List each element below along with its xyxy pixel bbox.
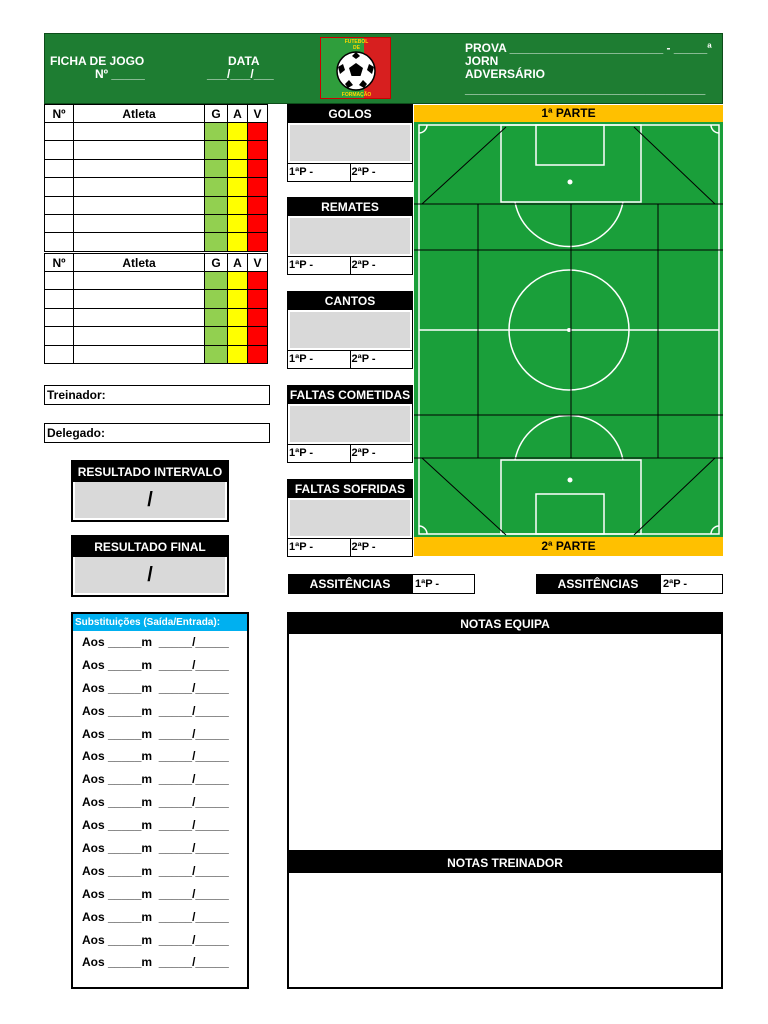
substituicao-line[interactable]: Aos _____m _____/_____: [82, 635, 229, 649]
treinador-field[interactable]: Treinador:: [44, 385, 270, 405]
stat-remates-1p[interactable]: 1ªP -: [288, 257, 351, 274]
roster-row: [45, 233, 268, 251]
roster-atleta-cell[interactable]: [74, 290, 205, 308]
sheet-number: Nº _____: [95, 67, 145, 81]
notas-treinador-area[interactable]: [289, 873, 721, 987]
roster-atleta-cell[interactable]: [74, 233, 205, 251]
roster-table-bottom: [44, 253, 268, 364]
roster-vermelho-cell[interactable]: [248, 141, 268, 159]
roster-atleta-cell[interactable]: [74, 308, 205, 326]
roster-row: [45, 123, 268, 141]
roster-vermelho-cell[interactable]: [248, 178, 268, 196]
substituicao-line[interactable]: Aos _____m _____/_____: [82, 863, 229, 878]
roster-atleta-cell[interactable]: [74, 178, 205, 196]
delegado-field[interactable]: Delegado:: [44, 423, 270, 443]
roster-golos-cell[interactable]: [205, 233, 228, 251]
stat-cantos: [287, 291, 413, 369]
substituicoes-box: [71, 612, 249, 989]
roster-assist-cell[interactable]: [228, 214, 248, 232]
stat-remates: [287, 197, 413, 275]
roster-golos-cell[interactable]: [205, 345, 228, 363]
notas-equipa: [287, 612, 723, 852]
stat-remates-input[interactable]: [290, 218, 410, 254]
notas-treinador: [287, 851, 723, 989]
roster-vermelho-cell[interactable]: [248, 272, 268, 290]
roster-num-cell[interactable]: [45, 327, 74, 345]
roster-header-atleta: Atleta: [74, 254, 205, 272]
roster-golos-cell[interactable]: [205, 327, 228, 345]
roster-assist-cell[interactable]: [228, 308, 248, 326]
stat-remates-2p[interactable]: 2ªP -: [351, 259, 376, 271]
roster-vermelho-cell[interactable]: [248, 290, 268, 308]
assistencias-1-label: ASSITÊNCIAS: [288, 574, 412, 594]
roster-atleta-cell[interactable]: [74, 272, 205, 290]
roster-assist-cell[interactable]: [228, 159, 248, 177]
roster-row: [45, 272, 268, 290]
assistencias-1-value[interactable]: 1ªP -: [412, 574, 475, 594]
roster-atleta-cell[interactable]: [74, 141, 205, 159]
substituicao-line[interactable]: Aos _____m _____/_____: [82, 909, 229, 924]
roster-row: [45, 290, 268, 308]
roster-golos-cell[interactable]: [205, 214, 228, 232]
roster-vermelho-cell[interactable]: [248, 233, 268, 251]
roster-assist-cell[interactable]: [228, 141, 248, 159]
roster-assist-cell[interactable]: [228, 290, 248, 308]
roster-assist-cell[interactable]: [228, 196, 248, 214]
roster-header-v: V: [248, 254, 268, 272]
stat-golos-1p[interactable]: 1ªP -: [288, 164, 351, 181]
stat-faltas-cometidas-input[interactable]: [290, 406, 410, 442]
roster-num-cell[interactable]: [45, 123, 74, 141]
roster-assist-cell[interactable]: [228, 272, 248, 290]
roster-vermelho-cell[interactable]: [248, 327, 268, 345]
stat-faltas-sofridas-2p[interactable]: 2ªP -: [351, 541, 376, 553]
stat-golos-2p[interactable]: 2ªP -: [351, 166, 376, 178]
roster-vermelho-cell[interactable]: [248, 214, 268, 232]
roster-num-cell[interactable]: [45, 272, 74, 290]
jorn-label: JORN: [465, 54, 499, 68]
roster-num-cell[interactable]: [45, 345, 74, 363]
roster-golos-cell[interactable]: [205, 196, 228, 214]
roster-row: [45, 159, 268, 177]
stat-golos-title: GOLOS: [288, 105, 412, 123]
roster-assist-cell[interactable]: [228, 233, 248, 251]
roster-header-num: Nº: [45, 105, 74, 123]
substituicao-line[interactable]: Aos _____m _____/_____: [82, 955, 229, 970]
soccer-ball-icon: [335, 50, 377, 92]
roster-atleta-cell[interactable]: [74, 159, 205, 177]
substituicao-line[interactable]: Aos _____m _____/_____: [82, 657, 229, 672]
stat-faltas-sofridas-input[interactable]: [290, 500, 410, 536]
roster-golos-cell[interactable]: [205, 141, 228, 159]
stat-faltas-cometidas-2p[interactable]: 2ªP -: [351, 447, 376, 459]
resultado-intervalo-title: RESULTADO INTERVALO: [73, 462, 227, 482]
roster-golos-cell[interactable]: [205, 308, 228, 326]
roster-assist-cell[interactable]: [228, 178, 248, 196]
roster-vermelho-cell[interactable]: [248, 159, 268, 177]
roster-num-cell[interactable]: [45, 308, 74, 326]
stat-faltas-sofridas: [287, 479, 413, 557]
roster-row: [45, 345, 268, 363]
roster-header-a: A: [228, 105, 248, 123]
roster-row: [45, 308, 268, 326]
roster-header-atleta: Atleta: [74, 105, 205, 123]
resultado-final: [71, 535, 229, 597]
stat-remates-title: REMATES: [288, 198, 412, 216]
stat-faltas-sofridas-1p[interactable]: 1ªP -: [288, 539, 351, 556]
logo: FUTEBOL DE FORMAÇÃO: [320, 37, 391, 99]
stat-cantos-input[interactable]: [290, 312, 410, 348]
roster-golos-cell[interactable]: [205, 123, 228, 141]
roster-row: [45, 141, 268, 159]
notas-equipa-title: NOTAS EQUIPA: [289, 614, 721, 634]
substituicoes-title: Substituições (Saída/Entrada):: [73, 614, 247, 631]
substituicao-line[interactable]: Aos _____m _____/_____: [82, 795, 229, 810]
roster-golos-cell[interactable]: [205, 272, 228, 290]
assistencias-2-label: ASSITÊNCIAS: [536, 574, 660, 594]
roster-row: [45, 196, 268, 214]
date-label: DATA: [228, 54, 260, 68]
substituicao-line[interactable]: Aos _____m _____/_____: [82, 703, 229, 718]
date-field[interactable]: ___/___/___: [207, 67, 274, 81]
resultado-intervalo: [71, 460, 229, 522]
stat-golos-input[interactable]: [290, 125, 410, 161]
substituicao-line[interactable]: Aos _____m _____/_____: [82, 749, 229, 764]
substituicao-line[interactable]: Aos _____m _____/_____: [82, 932, 229, 947]
roster-assist-cell[interactable]: [228, 345, 248, 363]
roster-row: [45, 327, 268, 345]
roster-assist-cell[interactable]: [228, 123, 248, 141]
roster-golos-cell[interactable]: [205, 178, 228, 196]
roster-assist-cell[interactable]: [228, 327, 248, 345]
roster-num-cell[interactable]: [45, 178, 74, 196]
assistencias-2-value[interactable]: 2ªP -: [660, 574, 723, 594]
stat-faltas-cometidas-title: FALTAS COMETIDAS: [289, 388, 411, 402]
roster-golos-cell[interactable]: [205, 159, 228, 177]
substituicao-line[interactable]: Aos _____m _____/_____: [82, 841, 229, 856]
sheet-title: FICHA DE JOGO: [50, 54, 145, 68]
adversario-field[interactable]: ____________________________________: [465, 82, 706, 96]
stat-cantos-2p[interactable]: 2ªP -: [351, 353, 376, 365]
segunda-parte-label: 2ª PARTE: [414, 537, 723, 556]
roster-num-cell[interactable]: [45, 214, 74, 232]
football-pitch-diagram[interactable]: [414, 122, 723, 537]
roster-atleta-cell[interactable]: [74, 123, 205, 141]
substituicao-line[interactable]: Aos _____m _____/_____: [82, 886, 229, 901]
resultado-intervalo-value[interactable]: /: [75, 482, 225, 518]
stat-golos: [287, 104, 413, 182]
roster-atleta-cell[interactable]: [74, 327, 205, 345]
roster-num-cell[interactable]: [45, 290, 74, 308]
roster-row: [45, 214, 268, 232]
stat-cantos-title: CANTOS: [288, 292, 412, 310]
roster-num-cell[interactable]: [45, 159, 74, 177]
stat-faltas-cometidas-1p[interactable]: 1ªP -: [288, 445, 351, 462]
roster-atleta-cell[interactable]: [74, 345, 205, 363]
roster-golos-cell[interactable]: [205, 290, 228, 308]
primeira-parte-label: 1ª PARTE: [414, 105, 723, 122]
notas-equipa-area[interactable]: [289, 634, 721, 850]
substituicao-line[interactable]: Aos _____m _____/_____: [82, 726, 229, 741]
resultado-final-value[interactable]: /: [75, 557, 225, 593]
roster-vermelho-cell[interactable]: [248, 345, 268, 363]
adversario-label: ADVERSÁRIO: [465, 67, 546, 81]
roster-table-top: [44, 104, 268, 252]
roster-vermelho-cell[interactable]: [248, 196, 268, 214]
substituicao-line[interactable]: Aos _____m _____/_____: [82, 818, 229, 833]
notas-treinador-title: NOTAS TREINADOR: [289, 853, 721, 873]
roster-vermelho-cell[interactable]: [248, 123, 268, 141]
roster-num-cell[interactable]: [45, 233, 74, 251]
roster-header-g: G: [205, 254, 228, 272]
roster-header-g: G: [205, 105, 228, 123]
stat-faltas-cometidas: [287, 385, 413, 463]
roster-header-num: Nº: [45, 254, 74, 272]
substituicao-line[interactable]: Aos _____m _____/_____: [82, 772, 229, 787]
roster-vermelho-cell[interactable]: [248, 308, 268, 326]
stat-faltas-sofridas-title: FALTAS SOFRIDAS: [288, 480, 412, 498]
roster-num-cell[interactable]: [45, 196, 74, 214]
roster-row: [45, 178, 268, 196]
roster-num-cell[interactable]: [45, 141, 74, 159]
roster-header-a: A: [228, 254, 248, 272]
resultado-final-title: RESULTADO FINAL: [73, 537, 227, 557]
roster-header-v: V: [248, 105, 268, 123]
substituicao-line[interactable]: Aos _____m _____/_____: [82, 680, 229, 695]
stat-cantos-1p[interactable]: 1ªP -: [288, 351, 351, 368]
prova-field[interactable]: PROVA _______________________ - _____ª: [465, 41, 712, 55]
roster-atleta-cell[interactable]: [74, 214, 205, 232]
roster-atleta-cell[interactable]: [74, 196, 205, 214]
